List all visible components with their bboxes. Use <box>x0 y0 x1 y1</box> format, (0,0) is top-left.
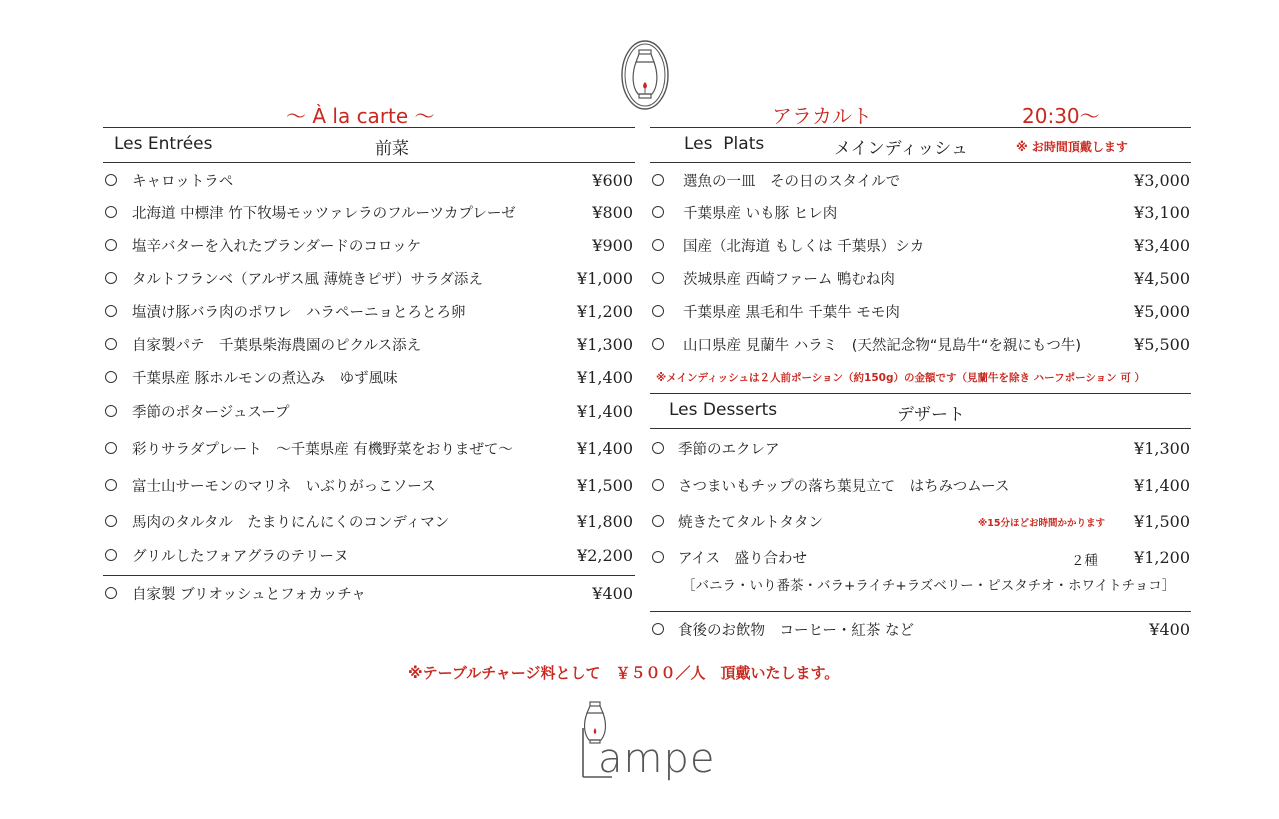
item-name: 自家製パテ 千葉県柴海農園のピクルス添え <box>132 337 422 354</box>
item-name: 自家製 ブリオッシュとフォカッチャ <box>132 586 366 603</box>
item-price: ¥5,500 <box>1134 334 1190 354</box>
bullet-circle-icon <box>652 623 664 635</box>
item-price: ¥3,100 <box>1134 202 1190 222</box>
menu-item <box>105 167 633 193</box>
bullet-circle-icon <box>652 515 664 527</box>
bullet-circle-icon <box>105 272 117 284</box>
bullet-circle-icon <box>105 371 117 383</box>
item-name: 富士山サーモンのマリネ いぶりがっこソース <box>132 478 436 495</box>
desserts-sub-rule <box>650 428 1191 429</box>
menu-item <box>652 167 1190 193</box>
item-name: 焼きたてタルトタタン <box>678 514 823 531</box>
menu-item <box>105 331 633 357</box>
item-price: ¥400 <box>1149 619 1190 639</box>
item-name: 北海道 中標津 竹下牧場モッツァレラのフルーツカプレーゼ <box>132 205 516 222</box>
menu-item <box>105 398 633 424</box>
bread-item <box>105 580 633 606</box>
menu-item <box>652 544 1190 570</box>
lampe-logo <box>578 700 738 790</box>
menu-item <box>652 265 1190 291</box>
desserts-title-jp: デザート <box>897 405 965 425</box>
tatin-note: ※15分ほどお時間かかります <box>978 518 1105 529</box>
bullet-circle-icon <box>652 442 664 454</box>
drink-rule <box>650 611 1191 612</box>
entrees-top-rule <box>103 127 635 128</box>
menu-item <box>105 298 633 324</box>
bullet-circle-icon <box>105 442 117 454</box>
menu-item <box>105 542 633 568</box>
menu-item <box>105 472 633 498</box>
item-name: 千葉県産 黒毛和牛 千葉牛 モモ肉 <box>683 304 900 321</box>
bullet-circle-icon <box>105 206 117 218</box>
bullet-circle-icon <box>652 338 664 350</box>
item-price: ¥1,300 <box>1134 438 1190 458</box>
item-name: 千葉県産 豚ホルモンの煮込み ゆず風味 <box>132 370 398 387</box>
plats-sub-rule <box>650 162 1191 163</box>
ice-flavors: ［バニラ・いり番茶・バラ+ライチ+ラズベリー・ピスタチオ・ホワイトチョコ］ <box>682 578 1176 594</box>
bullet-circle-icon <box>652 305 664 317</box>
bullet-circle-icon <box>652 272 664 284</box>
menu-item <box>652 508 1190 534</box>
menu-item <box>652 472 1190 498</box>
bullet-circle-icon <box>105 587 117 599</box>
item-price: ¥1,200 <box>577 301 633 321</box>
logo-text: ampe <box>598 736 716 782</box>
drink-item <box>652 616 1190 642</box>
alacarte-jp-title: アラカルト <box>772 104 872 128</box>
item-price: ¥1,000 <box>577 268 633 288</box>
bullet-circle-icon <box>105 549 117 561</box>
item-price: ¥1,500 <box>577 475 633 495</box>
menu-item <box>105 265 633 291</box>
item-name: アイス 盛り合わせ <box>678 550 808 567</box>
menu-item <box>652 435 1190 461</box>
bullet-circle-icon <box>105 515 117 527</box>
bullet-circle-icon <box>652 206 664 218</box>
plats-note: ※ お時間頂戴します <box>1016 140 1128 154</box>
item-name: 季節のポタージュスープ <box>132 404 290 421</box>
menu-item <box>652 199 1190 225</box>
bullet-circle-icon <box>652 551 664 563</box>
item-price: ¥1,400 <box>577 367 633 387</box>
plats-title-jp: メインディッシュ <box>834 139 968 159</box>
item-price: ¥900 <box>592 235 633 255</box>
item-price: ¥4,500 <box>1134 268 1190 288</box>
item-name: さつまいもチップの落ち葉見立て はちみつムース <box>678 478 1010 495</box>
item-name: 茨城県産 西崎ファーム 鴨むね肉 <box>683 271 895 288</box>
bullet-circle-icon <box>652 174 664 186</box>
menu-item <box>105 364 633 390</box>
menu-item <box>652 298 1190 324</box>
menu-item <box>105 435 633 461</box>
plats-footnote: ※メインディッシュは２人前ポーション（約150g）の金額です（見蘭牛を除き ハーフポーション 可 ） <box>656 372 1145 384</box>
bullet-circle-icon <box>105 305 117 317</box>
bread-rule <box>103 575 635 576</box>
lamp-emblem-icon <box>619 38 671 112</box>
item-price: ¥2,200 <box>577 545 633 565</box>
ice-count: ２種 <box>1071 553 1098 569</box>
bullet-circle-icon <box>105 174 117 186</box>
item-price: ¥1,400 <box>577 401 633 421</box>
item-name: 食後のお飲物 コーヒー・紅茶 など <box>678 622 915 639</box>
item-name: 山口県産 見蘭牛 ハラミ (天然記念物“見島牛“を親にもつ牛) <box>683 337 1082 354</box>
alacarte-title: ～ À la carte ～ <box>286 104 435 128</box>
item-price: ¥3,000 <box>1134 170 1190 190</box>
item-name: 選魚の一皿 その日のスタイルで <box>683 173 901 190</box>
item-price: ¥1,500 <box>1134 511 1190 531</box>
item-price: ¥1,300 <box>577 334 633 354</box>
item-price: ¥1,400 <box>577 438 633 458</box>
item-name: 彩りサラダプレート ～千葉県産 有機野菜をおりまぜて～ <box>132 441 513 458</box>
item-price: ¥1,400 <box>1134 475 1190 495</box>
menu-item <box>652 232 1190 258</box>
menu-item <box>105 232 633 258</box>
item-name: キャロットラペ <box>132 173 234 190</box>
plats-title-en: Les Plats <box>684 134 765 154</box>
bullet-circle-icon <box>105 338 117 350</box>
item-name: グリルしたフォアグラのテリーヌ <box>132 548 349 565</box>
plats-top-rule <box>650 127 1191 128</box>
menu-item <box>105 199 633 225</box>
item-price: ¥600 <box>592 170 633 190</box>
item-price: ¥1,200 <box>1134 547 1190 567</box>
item-name: 塩辛バターを入れたブランダードのコロッケ <box>132 238 422 255</box>
item-name: 塩漬け豚バラ肉のポワレ ハラペーニョとろとろ卵 <box>132 304 466 321</box>
menu-item <box>105 508 633 534</box>
desserts-title-en: Les Desserts <box>669 400 778 420</box>
bullet-circle-icon <box>105 479 117 491</box>
menu-item <box>652 331 1190 357</box>
bullet-circle-icon <box>105 239 117 251</box>
item-name: 千葉県産 いも豚 ヒレ肉 <box>683 205 838 222</box>
table-charge-note: ※テーブルチャージ料として ￥５００／人 頂戴いたします。 <box>408 664 840 682</box>
bullet-circle-icon <box>105 405 117 417</box>
item-price: ¥3,400 <box>1134 235 1190 255</box>
entrees-title-jp: 前菜 <box>375 139 409 159</box>
item-name: タルトフランベ（アルザス風 薄焼きピザ）サラダ添え <box>132 271 483 288</box>
service-time: 20:30～ <box>1022 104 1100 128</box>
item-name: 季節のエクレア <box>678 441 780 458</box>
bullet-circle-icon <box>652 479 664 491</box>
desserts-top-rule <box>650 393 1191 394</box>
entrees-sub-rule <box>103 162 635 163</box>
item-price: ¥800 <box>592 202 633 222</box>
entrees-title-en: Les Entrées <box>114 134 213 154</box>
bullet-circle-icon <box>652 239 664 251</box>
item-name: 馬肉のタルタル たまりにんにくのコンディマン <box>132 514 450 531</box>
item-price: ¥400 <box>592 583 633 603</box>
item-price: ¥1,800 <box>577 511 633 531</box>
item-price: ¥5,000 <box>1134 301 1190 321</box>
item-name: 国産（北海道 もしくは 千葉県）シカ <box>683 238 925 255</box>
